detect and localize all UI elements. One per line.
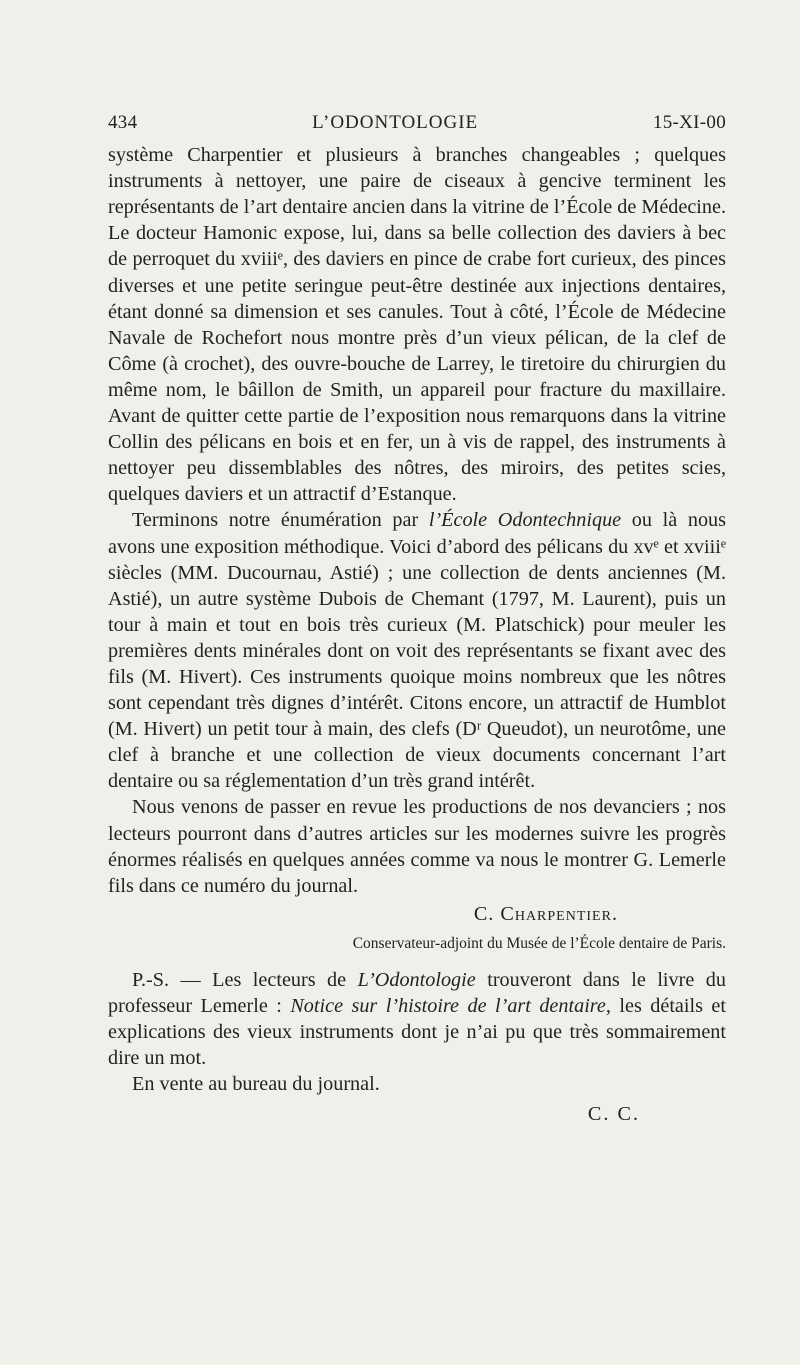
paragraph-1: système Charpentier et plusieurs à branches changeables ; quelques instruments à nettoyer, une paire de ciseaux à gencive terminent les représentants de l’art dentaire ancien dans la vitrine de l’École de Médecine. Le docteur Hamonic expose, lui, dans sa belle collection des daviers à bec de perroquet du xviiiᵉ, des daviers en pince de crabe fort curieux, des pinces diverses et une petite seringue peut-être destinée aux injections dentaires, étant donné sa dimension et ses canules. Tout à côté, l’École de Médecine Navale de Rochefort nous montre près d’un vieux pélican, de la clef de Côme (à crochet), des ouvre-bouche de Larrey, le tiretoire du chirurgien du même nom, le bâillon de Smith, un appareil pour fracture du maxillaire. Avant de quitter cette partie de l’exposition nous remarquons dans la vitrine Collin des pélicans en bois et en fer, un à vis de rappel, des instruments à nettoyer peu dissemblables des nôtres, des miroirs, des petites scies, quelques daviers et un attractif d’Estanque. — [108, 144, 726, 506]
issue-date: 15-XI-00 — [652, 112, 726, 133]
book-title: Notice sur l’histoire de l’art dentaire — [290, 995, 606, 1018]
paragraph-2 — [108, 507, 726, 794]
postscript-start: P.-S. — Les lecteurs de — [132, 969, 358, 991]
paragraph-2-rest: ou là nous avons une exposition méthodique. Voici d’abord des pélicans du xvᵉ et xviiiᵉ siècles (MM. Ducournau, Astié) ; une collection de dents anciennes (M. Astié), un autre système Dubois de Chemant (1797, M. Laurent), puis un tour à main et tout en bois très curieux (M. Platschick) pour meuler les premières dents minérales dont on voit des représentants se fixant avec des fils (M. Hivert). Ces instruments quoique moins nombreux que les nôtres sont cependant très dignes d’intérêt. Citons encore, un attractif de Humblot (M. Hivert) un petit tour à main, des clefs (Dʳ Queudot), un neurotôme, une clef à branche et une collection de vieux documents concernant l’art dentaire ou sa réglementation d’un très grand intérêt. — [108, 509, 726, 793]
sale-note: En vente au bureau du journal. — [132, 1073, 380, 1096]
author-signature: C. Charpentier. — [473, 902, 618, 925]
paragraph-3: Nous venons de passer en revue les productions de nos devanciers ; nos lecteurs pourront dans d’autres articles sur les modernes suivre les progrès énormes réalisés en quelques années comme va nous le montrer G. Lemerle fils dans ce numéro du journal. — [108, 796, 726, 897]
document-page — [108, 110, 726, 1128]
initials: C. C. — [587, 1103, 640, 1126]
postscript — [108, 967, 726, 1071]
postscript-middle: trouveront dans le livre du professeur Lemerle : — [108, 969, 726, 1018]
author-title: Conservateur-adjoint du Musée de l’École dentaire de Paris. — [352, 934, 726, 952]
journal-title: L’ODONTOLOGIE — [312, 112, 479, 133]
journal-name-italic: L’Odontologie — [357, 969, 476, 991]
postscript-end: , les détails et explications des vieux instruments dont je n’ai pu que très sommairement dire un mot. — [108, 995, 726, 1070]
school-name: l’École Odontechnique — [428, 509, 622, 532]
page-number: 434 — [108, 112, 138, 133]
page-header — [108, 110, 726, 136]
paragraph-2-start: Terminons notre énumération par — [132, 509, 429, 532]
